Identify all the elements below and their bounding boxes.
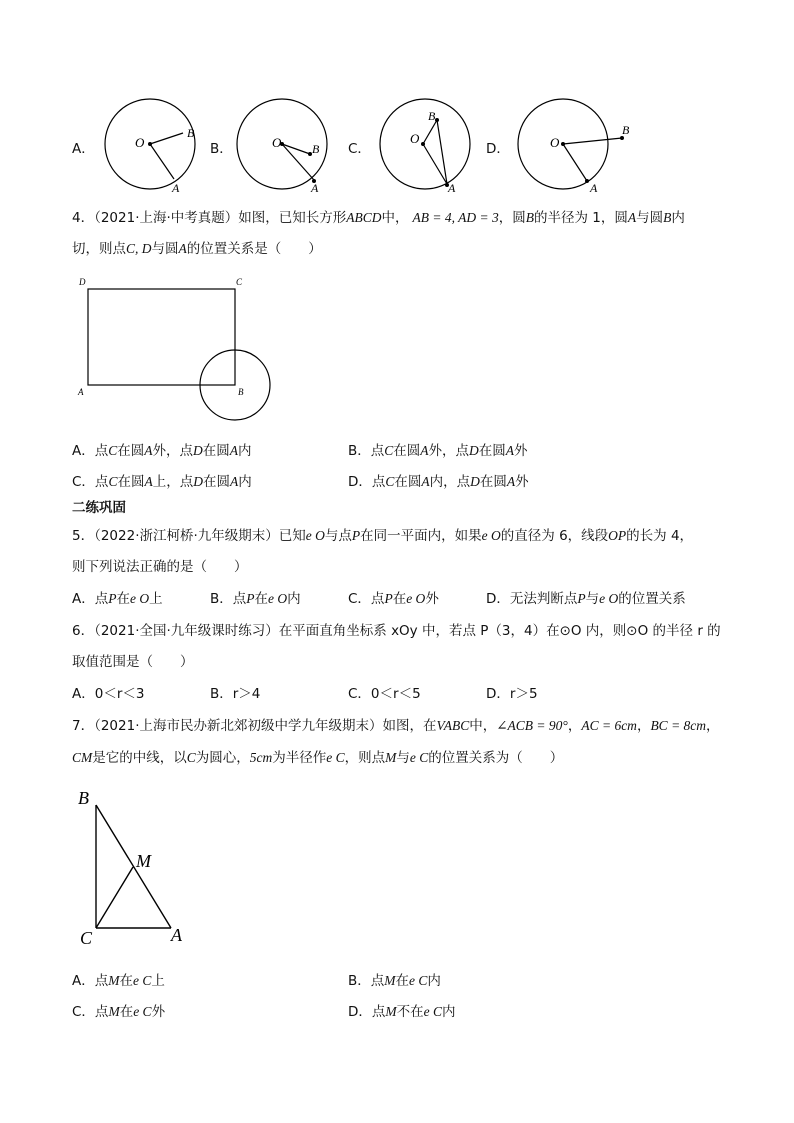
radius-oa — [150, 144, 174, 179]
q6-option-d[interactable]: D．r＞5 — [486, 686, 538, 702]
q4-option-c[interactable]: C．点C在圆A上，点D在圆A内 — [72, 474, 252, 490]
q7-figure — [72, 785, 202, 950]
q5-option-b[interactable]: B．点P在e O内 — [210, 591, 301, 607]
q6-option-a[interactable]: A．0＜r＜3 — [72, 686, 145, 702]
q7-option-d[interactable]: D．点M不在e C内 — [348, 1004, 456, 1020]
segment-ba — [437, 120, 447, 184]
q4-option-d[interactable]: D．点C在圆A内，点D在圆A外 — [348, 474, 529, 490]
q5-option-c[interactable]: C．点P在e O外 — [348, 591, 439, 607]
point-b — [435, 118, 439, 122]
center-point — [148, 142, 152, 146]
rectangle-abcd — [88, 289, 235, 385]
radius-ob — [150, 133, 183, 144]
q5-line-2: 则下列说法正确的是（ ） — [72, 559, 248, 575]
label-c: C — [236, 277, 243, 287]
q7-line-2: CM是它的中线，以C为圆心，5cm为半径作e C，则点M与e C的位置关系为（ ） — [72, 750, 564, 766]
q3-option-b-letter: B． — [210, 141, 233, 157]
radius-ob — [563, 138, 622, 144]
label-a: A — [448, 181, 456, 195]
label-a: A — [172, 181, 180, 195]
q4-line-2: 切，则点C, D与圆A的位置关系是（ ） — [72, 241, 322, 257]
q6-line-2: 取值范围是（ ） — [72, 654, 194, 670]
label-d: D — [79, 277, 86, 287]
label-o: O — [272, 135, 282, 150]
label-m: M — [136, 851, 151, 871]
q5-option-a[interactable]: A．点P在e O上 — [72, 591, 163, 607]
radius-oa — [563, 144, 587, 181]
label-a: A — [311, 181, 319, 195]
q4-figure — [72, 272, 282, 427]
q4-option-a[interactable]: A．点C在圆A外，点D在圆A内 — [72, 443, 252, 459]
q6-option-b[interactable]: B．r＞4 — [210, 686, 261, 702]
center-point — [561, 142, 565, 146]
q6-line-1: 6．（2021·全国·九年级课时练习）在平面直角坐标系 xOy 中，若点 P（3，4）在⊙O 内，则⊙O 的半径 r 的 — [72, 623, 721, 639]
label-o: O — [550, 135, 560, 150]
median-cm — [96, 867, 133, 928]
q3-option-c-letter: C． — [348, 141, 371, 157]
center-point — [421, 142, 425, 146]
q3-option-a-figure — [95, 95, 210, 195]
q3-option-c-figure — [370, 95, 485, 195]
q5-line-1: 5．（2022·浙江柯桥·九年级期末）已知e O与点P在同一平面内，如果e O的直径为 6，线段OP的长为 4， — [72, 528, 694, 544]
q3-option-d-figure — [508, 95, 643, 195]
radius-ob — [423, 120, 437, 144]
q5-option-d[interactable]: D．无法判断点P与e O的位置关系 — [486, 591, 686, 607]
label-a: A — [78, 387, 84, 397]
q4-option-b[interactable]: B．点C在圆A外，点D在圆A外 — [348, 443, 528, 459]
q7-option-b[interactable]: B．点M在e C内 — [348, 973, 441, 989]
label-c: C — [80, 928, 93, 948]
section-heading: 二练巩固 — [72, 500, 126, 516]
label-b: B — [78, 788, 89, 808]
label-o: O — [410, 131, 420, 146]
label-o: O — [135, 135, 145, 150]
q7-option-c[interactable]: C．点M在e C外 — [72, 1004, 166, 1020]
label-a: A — [171, 925, 182, 945]
point-a — [585, 179, 589, 183]
q3-option-d-letter: D． — [486, 141, 510, 157]
q6-option-c[interactable]: C．0＜r＜5 — [348, 686, 421, 702]
label-b: B — [428, 109, 436, 123]
label-b: B — [622, 123, 630, 137]
q3-option-a-letter: A． — [72, 141, 95, 157]
label-b: B — [312, 142, 320, 156]
q7-line-1: 7．（2021·上海市民办新北郊初级中学九年级期末）如图，在VABC中，∠ACB = 90°，AC = 6cm，BC = 8cm， — [72, 718, 720, 734]
label-a: A — [590, 181, 598, 195]
label-b: B — [238, 387, 244, 397]
label-b: B — [187, 126, 195, 140]
q3-option-b-figure — [232, 95, 347, 195]
q4-line-1: 4．（2021·上海·中考真题）如图，已知长方形ABCD中， AB = 4, AD = 3，圆B的半径为 1，圆A与圆B内 — [72, 210, 685, 226]
q7-option-a[interactable]: A．点M在e C上 — [72, 973, 165, 989]
